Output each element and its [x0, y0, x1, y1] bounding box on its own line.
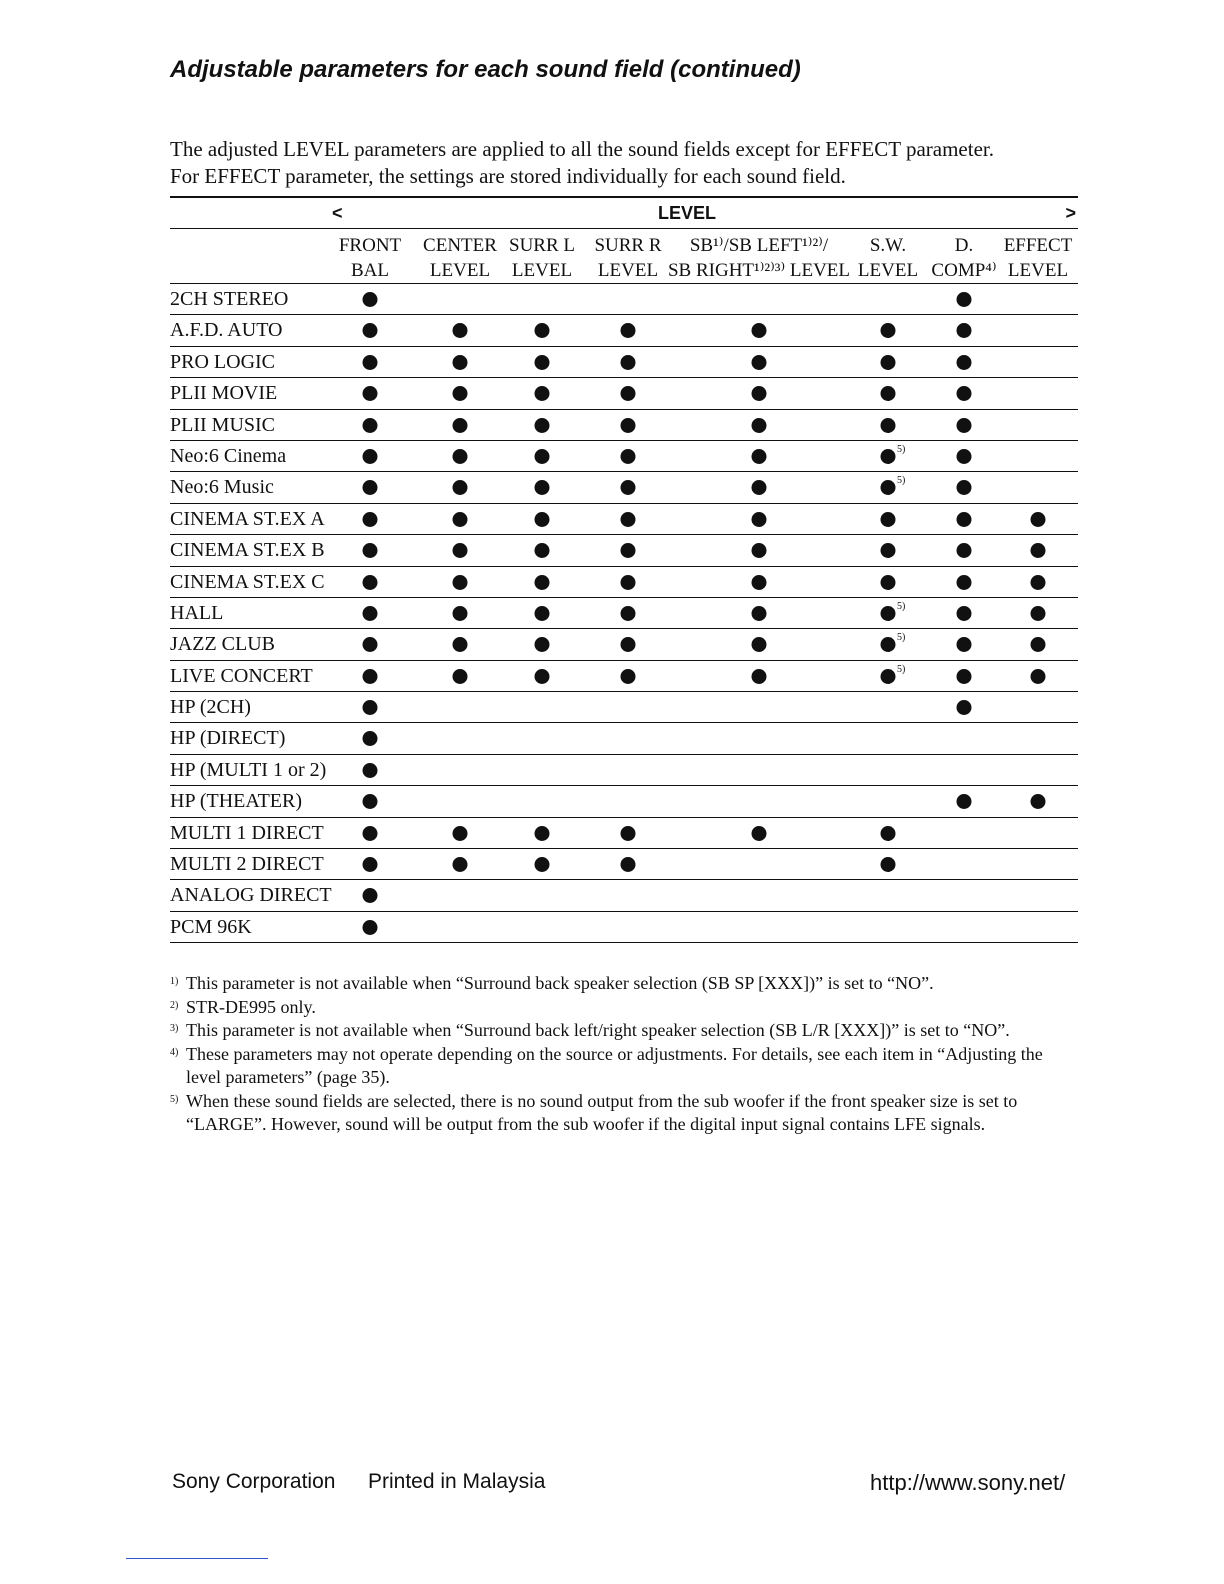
- bullet-dot: [363, 637, 378, 652]
- bullet-dot: [453, 323, 468, 338]
- bullet-dot: [535, 575, 550, 590]
- bullet-dot: [957, 606, 972, 621]
- bullet-dot: [363, 669, 378, 684]
- bullet-dot: [453, 543, 468, 558]
- bullet-dot: [957, 794, 972, 809]
- row-label: HP (MULTI 1 or 2): [170, 758, 327, 781]
- footnote-mark: 5): [170, 1093, 179, 1105]
- bullet-dot: [363, 355, 378, 370]
- table-row: [170, 410, 1078, 441]
- bullet-dot: [453, 857, 468, 872]
- table-row: [170, 504, 1078, 535]
- bullet-dot: [881, 637, 896, 652]
- bullet-dot: [957, 669, 972, 684]
- table-row: [170, 378, 1078, 409]
- table-row: [170, 912, 1078, 943]
- column-header-line-1: SURR R: [594, 235, 662, 256]
- column-header-4: [594, 233, 661, 283]
- bullet-dot: [957, 292, 972, 307]
- bullet-dot: [363, 700, 378, 715]
- bullet-dot: [535, 826, 550, 841]
- bullet-dot: [752, 606, 767, 621]
- table-row: [170, 347, 1078, 378]
- footer-printed: Printed in Malaysia: [368, 1470, 546, 1493]
- column-header-line-1: EFFECT: [1003, 235, 1073, 256]
- bullet-dot: [535, 386, 550, 401]
- footnote-5: [170, 1090, 1082, 1137]
- table-row: [170, 535, 1078, 566]
- bullet-dot: [957, 449, 972, 464]
- bullet-dot: [363, 606, 378, 621]
- column-header-line-2: BAL: [350, 260, 389, 281]
- table-row: [170, 755, 1078, 786]
- bullet-dot: [363, 575, 378, 590]
- table-row: [170, 786, 1078, 817]
- bullet-dot: [453, 637, 468, 652]
- column-header-7: [931, 233, 996, 283]
- bottom-rule: [126, 1558, 268, 1559]
- column-header-line-2: LEVEL: [1007, 260, 1069, 281]
- bullet-dot: [453, 669, 468, 684]
- bullet-dot: [752, 637, 767, 652]
- table-row: [170, 723, 1078, 754]
- bullet-dot: [621, 669, 636, 684]
- bullet-dot: [363, 543, 378, 558]
- bullet-dot: [752, 543, 767, 558]
- table-row: [170, 849, 1078, 880]
- intro-line-2: For EFFECT parameter, the settings are stored individually for each sound field.: [170, 164, 846, 188]
- row-label: HP (THEATER): [170, 790, 303, 813]
- bullet-dot: [453, 480, 468, 495]
- row-label: A.F.D. AUTO: [170, 319, 283, 342]
- bullet-dot: [752, 826, 767, 841]
- row-label: ANALOG DIRECT: [170, 884, 332, 907]
- dot-footnote-mark: 5): [897, 632, 906, 644]
- page-title: Adjustable parameters for each sound field (continued): [170, 56, 801, 83]
- bullet-dot: [881, 512, 896, 527]
- bullet-dot: [535, 480, 550, 495]
- bullet-dot: [1031, 637, 1046, 652]
- bullet-dot: [957, 543, 972, 558]
- table-row: [170, 284, 1078, 315]
- bullet-dot: [881, 480, 896, 495]
- footnote-4: [170, 1043, 1082, 1090]
- row-label: PRO LOGIC: [170, 350, 276, 373]
- bullet-dot: [535, 637, 550, 652]
- bullet-dot: [881, 355, 896, 370]
- column-header-line-2: LEVEL: [857, 260, 919, 281]
- bullet-dot: [957, 418, 972, 433]
- row-label: MULTI 1 DIRECT: [170, 821, 324, 844]
- footnote-mark: 1): [170, 976, 179, 987]
- row-label: PLII MOVIE: [170, 382, 278, 405]
- table-row: [170, 441, 1078, 472]
- bullet-dot: [957, 386, 972, 401]
- bullet-dot: [535, 669, 550, 684]
- bullet-dot: [621, 575, 636, 590]
- dot-footnote-mark: 5): [897, 663, 906, 675]
- bullet-dot: [752, 418, 767, 433]
- row-label: JAZZ CLUB: [170, 633, 275, 656]
- bullet-dot: [363, 763, 378, 778]
- column-header-line-2: LEVEL: [597, 260, 659, 281]
- footnote-text: This parameter is not available when “Surround back left/right speaker selection (SB L/R [XXX])” is set to “NO”.: [186, 1020, 1010, 1040]
- bullet-dot: [453, 512, 468, 527]
- bullet-dot: [453, 575, 468, 590]
- bullet-dot: [453, 355, 468, 370]
- row-label: Neo:6 Cinema: [170, 444, 287, 467]
- bullet-dot: [957, 512, 972, 527]
- column-header-2: [423, 233, 497, 283]
- bullet-dot: [621, 480, 636, 495]
- table-row: [170, 567, 1078, 598]
- column-header-row: [170, 229, 1078, 284]
- bullet-dot: [535, 543, 550, 558]
- column-header-3: [509, 233, 575, 283]
- bullet-dot: [453, 386, 468, 401]
- bullet-dot: [881, 418, 896, 433]
- column-header-line-2: LEVEL: [429, 260, 491, 281]
- bullet-dot: [957, 575, 972, 590]
- bullet-dot: [752, 386, 767, 401]
- bullet-dot: [881, 323, 896, 338]
- footnote-text: STR-DE995 only.: [186, 996, 316, 1017]
- bullet-dot: [621, 355, 636, 370]
- bullet-dot: [957, 480, 972, 495]
- table-body: [170, 284, 1078, 943]
- row-label: Neo:6 Music: [170, 476, 274, 499]
- bullet-dot: [535, 449, 550, 464]
- column-header-1: [339, 233, 401, 283]
- bullet-dot: [957, 355, 972, 370]
- bullet-dot: [453, 606, 468, 621]
- bullet-dot: [1031, 512, 1046, 527]
- column-header-6: [858, 233, 918, 283]
- bullet-dot: [621, 826, 636, 841]
- table-row: [170, 818, 1078, 849]
- level-group-header: [170, 198, 1078, 229]
- row-label: PCM 96K: [170, 915, 252, 938]
- bullet-dot: [621, 512, 636, 527]
- bullet-dot: [453, 826, 468, 841]
- footnote-3: [170, 1019, 1082, 1043]
- bullet-dot: [881, 575, 896, 590]
- footnotes: [170, 972, 1082, 1137]
- dot-footnote-mark: 5): [897, 475, 906, 487]
- level-group-label: LEVEL: [658, 203, 717, 223]
- bullet-dot: [881, 826, 896, 841]
- column-header-8: [1004, 233, 1073, 283]
- footer-company: Sony Corporation: [172, 1470, 336, 1493]
- bullet-dot: [535, 512, 550, 527]
- bullet-dot: [363, 731, 378, 746]
- row-label: HP (2CH): [170, 696, 251, 719]
- column-header-line-2: LEVEL: [511, 260, 573, 281]
- column-header-line-1: SB¹⁾/SB LEFT¹⁾²⁾/: [689, 235, 829, 256]
- bullet-dot: [363, 480, 378, 495]
- intro-line-1: The adjusted LEVEL parameters are applied to all the sound fields except for EFFECT parameter.: [170, 137, 994, 161]
- bullet-dot: [752, 323, 767, 338]
- bullet-dot: [621, 857, 636, 872]
- bullet-dot: [957, 323, 972, 338]
- bullet-dot: [752, 449, 767, 464]
- bullet-dot: [363, 794, 378, 809]
- bullet-dot: [881, 543, 896, 558]
- row-label: MULTI 2 DIRECT: [170, 853, 324, 876]
- table-row: [170, 472, 1078, 503]
- bullet-dot: [1031, 575, 1046, 590]
- bullet-dot: [752, 669, 767, 684]
- bullet-dot: [363, 323, 378, 338]
- bullet-dot: [881, 606, 896, 621]
- column-header-line-1: FRONT: [338, 235, 402, 256]
- bullet-dot: [957, 637, 972, 652]
- table-row: [170, 661, 1078, 692]
- intro-text: [170, 136, 1070, 190]
- bullet-dot: [621, 637, 636, 652]
- bullet-dot: [621, 418, 636, 433]
- bullet-dot: [1031, 669, 1046, 684]
- row-label: HP (DIRECT): [170, 727, 286, 750]
- bullet-dot: [881, 449, 896, 464]
- bullet-dot: [881, 857, 896, 872]
- column-header-line-1: S.W.: [869, 235, 907, 256]
- level-left-arrow: <: [332, 203, 343, 223]
- column-header-line-1: D.: [954, 235, 974, 256]
- bullet-dot: [1031, 606, 1046, 621]
- bullet-dot: [752, 512, 767, 527]
- column-header-line-1: SURR L: [509, 235, 575, 256]
- column-header-line-1: CENTER: [423, 235, 497, 256]
- row-label: LIVE CONCERT: [170, 664, 313, 687]
- bullet-dot: [621, 606, 636, 621]
- footnote-mark: 2): [170, 999, 179, 1011]
- footnote-mark: 3): [170, 1023, 179, 1034]
- table-row: [170, 629, 1078, 660]
- bullet-dot: [363, 386, 378, 401]
- bullet-dot: [453, 418, 468, 433]
- bullet-dot: [621, 386, 636, 401]
- row-label: 2CH STEREO: [170, 288, 289, 310]
- bullet-dot: [621, 543, 636, 558]
- bullet-dot: [363, 857, 378, 872]
- footnote-text: When these sound fields are selected, there is no sound output from the sub woofer if the front speaker size is set to “LARGE”. However, sound will be output from the sub woofer if the digital input signal contains LFE signals.: [186, 1090, 1018, 1134]
- bullet-dot: [535, 606, 550, 621]
- bullet-dot: [363, 512, 378, 527]
- column-header-line-2: COMP⁴⁾: [931, 260, 997, 281]
- bullet-dot: [752, 480, 767, 495]
- bullet-dot: [535, 857, 550, 872]
- bullet-dot: [1031, 543, 1046, 558]
- bullet-dot: [535, 355, 550, 370]
- footnote-text: This parameter is not available when “Surround back speaker selection (SB SP [XXX])” is set to “NO”.: [186, 973, 934, 993]
- table-row: [170, 692, 1078, 723]
- row-label: PLII MUSIC: [170, 413, 276, 436]
- bullet-dot: [621, 449, 636, 464]
- bullet-dot: [363, 292, 378, 307]
- bullet-dot: [535, 418, 550, 433]
- sound-field-table: [170, 196, 1078, 943]
- bullet-dot: [881, 386, 896, 401]
- bullet-dot: [1031, 794, 1046, 809]
- dot-footnote-mark: 5): [897, 443, 906, 455]
- dot-footnote-mark: 5): [897, 600, 906, 612]
- bullet-dot: [363, 920, 378, 935]
- footer-url[interactable]: http://www.sony.net/: [870, 1470, 1066, 1495]
- bullet-dot: [363, 826, 378, 841]
- footnote-1: [170, 972, 1082, 996]
- row-label: HALL: [170, 601, 224, 624]
- bullet-dot: [957, 700, 972, 715]
- bullet-dot: [535, 323, 550, 338]
- column-header-5: [668, 233, 850, 283]
- bullet-dot: [363, 888, 378, 903]
- bullet-dot: [363, 418, 378, 433]
- level-right-arrow: >: [1065, 203, 1076, 223]
- bullet-dot: [881, 669, 896, 684]
- bullet-dot: [621, 323, 636, 338]
- row-label: CINEMA ST.EX C: [170, 570, 325, 593]
- footnote-text: These parameters may not operate depending on the source or adjustments. For details, see each item in “Adjusting the level parameters” (page 35).: [186, 1043, 1043, 1087]
- bullet-dot: [752, 355, 767, 370]
- table-row: [170, 598, 1078, 629]
- bullet-dot: [363, 449, 378, 464]
- table-row: [170, 315, 1078, 346]
- row-label: CINEMA ST.EX A: [170, 507, 325, 530]
- footnote-2: [170, 996, 1082, 1020]
- footnote-mark: 4): [170, 1046, 179, 1058]
- bullet-dot: [453, 449, 468, 464]
- column-header-line-2: SB RIGHT¹⁾²⁾³⁾ LEVEL: [667, 260, 851, 281]
- table-row: [170, 880, 1078, 911]
- row-label: CINEMA ST.EX B: [170, 539, 325, 562]
- bullet-dot: [752, 575, 767, 590]
